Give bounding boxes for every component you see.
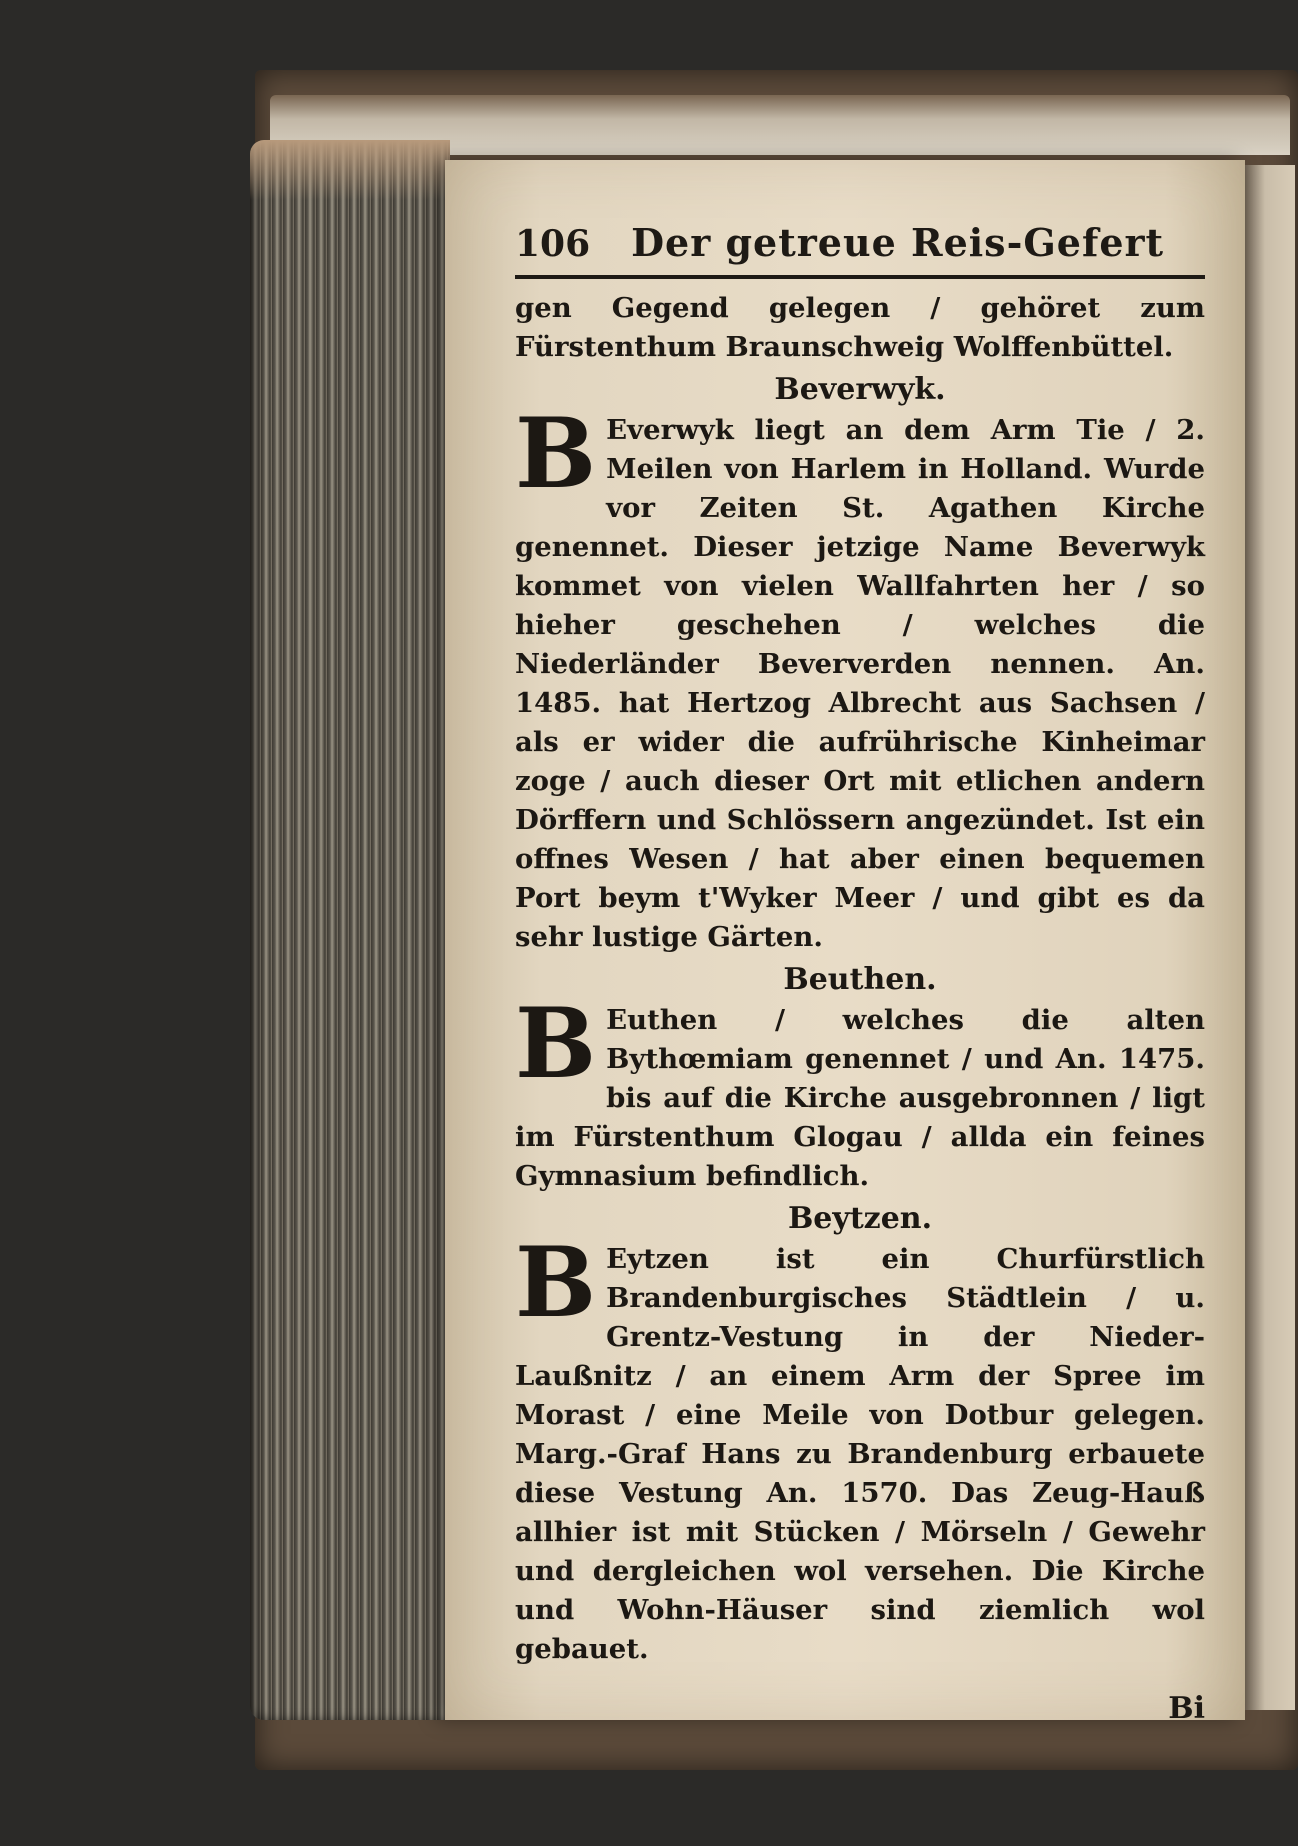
page-header (515, 220, 1205, 279)
entry-text: Eytzen ist ein Churfürstlich Brandenburgisches Städtlein / u. Grentz-Vestung in der Nieder-Laußnitz / an einem Arm der Spree im Morast / eine Meile von Dotbur gelegen. Marg.-Graf Hans zu Brandenburg erbauete diese Vestung An. 1570. Das Zeug-Hauß allhier ist mit Stücken / Mörseln / Gewehr und dergleichen wol versehen. Die Kirche und Wohn-Häuser sind ziemlich wol gebauet. (515, 1243, 1205, 1665)
entry-text: Euthen / welches die alten Bythœmiam genennet / und An. 1475. bis auf die Kirche ausgebronnen / ligt im Fürstenthum Glogau / allda ein feines Gymnasium befindlich. (515, 1004, 1205, 1192)
entry-paragraph-beuthen (515, 987, 1205, 1196)
drop-initial: B (515, 397, 597, 510)
drop-initial: B (515, 1226, 597, 1339)
continuation-paragraph: gen Gegend gelegen / gehöret zum Fürstenthum Braunschweig Wolffenbüttel. (515, 292, 1205, 363)
page-edges (250, 140, 450, 1720)
body-text (515, 289, 1205, 1728)
running-title: Der getreue Reis-Gefert (631, 220, 1165, 265)
facing-page-edge (1245, 165, 1295, 1710)
page-number: 106 (515, 223, 591, 265)
entry-paragraph-beytzen (515, 1226, 1205, 1669)
entry-paragraph-beverwyk (515, 397, 1205, 957)
page-content (515, 220, 1205, 1728)
drop-initial: B (515, 987, 597, 1100)
entry-text: Everwyk liegt an dem Arm Tie / 2. Meilen von Harlem in Holland. Wurde vor Zeiten St. Agathen Kirche genennet. Dieser jetzige Name Beverwyk kommet von vielen Wallfahrten her / so hieher geschehen / welches die Niederländer Beververden nennen. An. 1485. hat Hertzog Albrecht aus Sachsen / als er wider die aufrührische Kinheimar zoge / auch dieser Ort mit etlichen andern Dörffern und Schlössern angezündet. Ist ein offnes Wesen / hat aber einen bequemen Port beym t'Wyker Meer / und gibt es da sehr lustige Gärten. (515, 414, 1205, 953)
entry-heading-beuthen: Beuthen. (783, 962, 937, 997)
catchword: Bi (1168, 1691, 1205, 1726)
entry-heading-beytzen: Beytzen. (787, 1201, 933, 1236)
book-page (445, 160, 1245, 1726)
entry-heading-beverwyk: Beverwyk. (774, 372, 946, 407)
